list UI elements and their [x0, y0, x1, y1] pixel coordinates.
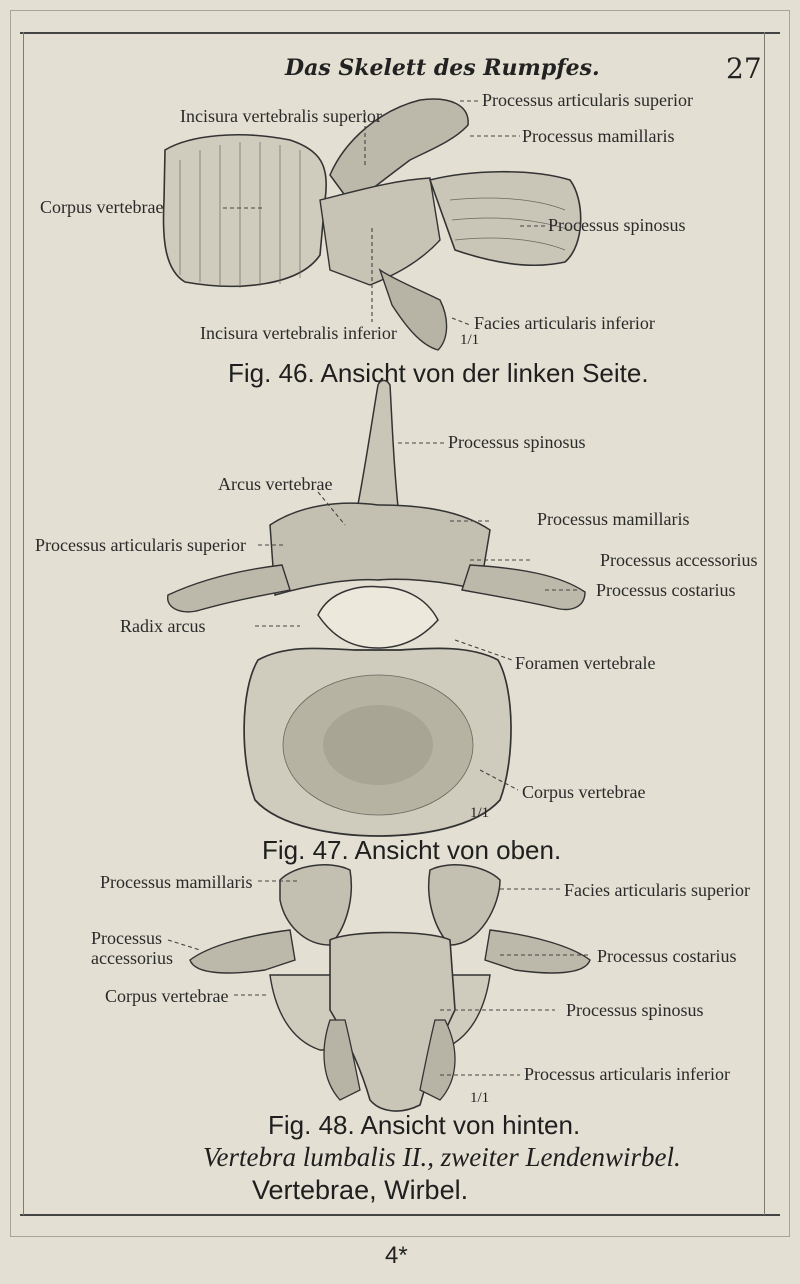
fig47-scale: 1/1	[470, 805, 490, 821]
page-title: Das Skelett des Rumpfes.	[285, 55, 600, 81]
fig48-caption: Fig. 48. Ansicht von hinten.	[268, 1110, 581, 1140]
fig47-label-processus-mamillaris: Processus mamillaris	[537, 509, 690, 529]
fig48-label-processus-mamillaris: Processus mamillaris	[100, 872, 253, 892]
fig47-label-processus-articularis-superior: Processus articularis superior	[35, 535, 246, 555]
fig47-label-radix-arcus: Radix arcus	[120, 616, 206, 636]
fig46-label-facies-articularis-inferior: Facies articularis inferior	[474, 313, 655, 333]
fig48-label-processus-costarius: Processus costarius	[597, 946, 737, 966]
fig48-label-processus-spinosus: Processus spinosus	[566, 1000, 704, 1020]
page-number: 27	[726, 52, 762, 85]
plate-subtitle-italic: Vertebra lumbalis II., zweiter Lendenwirbel.	[203, 1142, 681, 1172]
fig46-label-processus-mamillaris: Processus mamillaris	[522, 126, 675, 146]
fig48-label-processus-accessorius-line2: accessorius	[91, 948, 173, 968]
fig46-label-incisura-vertebralis-superior: Incisura vertebralis superior	[180, 106, 382, 126]
signature-mark: 4*	[385, 1242, 408, 1269]
fig47-label-processus-costarius: Processus costarius	[596, 580, 736, 600]
fig46-label-incisura-vertebralis-inferior: Incisura vertebralis inferior	[200, 323, 397, 343]
fig48-label-processus-accessorius-line1: Processus	[91, 928, 162, 948]
fig48-scale: 1/1	[470, 1090, 490, 1106]
fig46-scale: 1/1	[460, 332, 480, 348]
fig47-label-processus-spinosus: Processus spinosus	[448, 432, 586, 452]
plate-subtitle-main: Vertebrae, Wirbel.	[252, 1175, 469, 1205]
fig47-label-corpus-vertebrae: Corpus vertebrae	[522, 782, 646, 802]
fig48-label-corpus-vertebrae: Corpus vertebrae	[105, 986, 229, 1006]
fig47-label-processus-accessorius: Processus accessorius	[600, 550, 758, 570]
fig46-label-processus-spinosus: Processus spinosus	[548, 215, 686, 235]
fig47-label-arcus-vertebrae: Arcus vertebrae	[218, 474, 333, 494]
fig47-label-foramen-vertebrale: Foramen vertebrale	[515, 653, 656, 673]
fig46-label-corpus-vertebrae: Corpus vertebrae	[40, 197, 164, 217]
fig46-caption: Fig. 46. Ansicht von der linken Seite.	[228, 358, 649, 388]
fig47-caption: Fig. 47. Ansicht von oben.	[262, 835, 562, 865]
fig48-label-facies-articularis-superior: Facies articularis superior	[564, 880, 750, 900]
fig46-label-processus-articularis-superior: Processus articularis superior	[482, 90, 693, 110]
fig48-label-processus-articularis-inferior: Processus articularis inferior	[524, 1064, 730, 1084]
